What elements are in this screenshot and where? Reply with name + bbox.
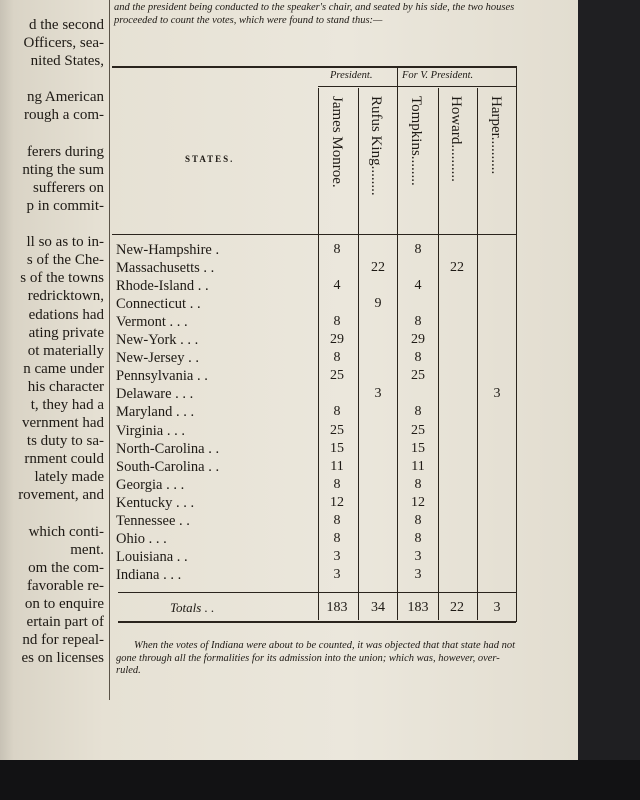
vote-cell-monroe: 4 xyxy=(333,278,341,294)
candidate-header-monroe: James Monroe. xyxy=(329,96,345,188)
vote-cell-harper: 3 xyxy=(493,386,501,402)
vote-cell-monroe: 8 xyxy=(333,314,341,330)
left-column-line: nited States, xyxy=(30,53,104,70)
state-name: New-Jersey . . xyxy=(116,350,199,367)
left-column-line: favorable re- xyxy=(26,577,104,594)
state-name: Louisiana . . xyxy=(116,548,188,565)
left-column-line: ertain part of xyxy=(26,614,104,631)
left-column-line: edations had xyxy=(28,306,104,323)
left-column-line: on to enquire xyxy=(24,596,104,612)
left-column-line: p in commit- xyxy=(26,197,104,214)
left-column-line: ot materially xyxy=(27,342,104,359)
candidate-header-howard: Howard.......... xyxy=(448,96,464,182)
left-column-line: his character xyxy=(27,378,104,395)
left-column-line: lately made xyxy=(34,469,104,486)
vote-cell-tompkins: 8 xyxy=(414,350,422,366)
candidate-header-king: Rufus King........ xyxy=(368,96,384,196)
total-monroe: 183 xyxy=(326,600,348,615)
group-header-president: President. xyxy=(330,70,373,81)
col-divider-4 xyxy=(438,88,439,620)
vote-cell-tompkins: 8 xyxy=(414,404,422,420)
vote-cell-monroe: 8 xyxy=(333,512,341,528)
vote-cell-tompkins: 8 xyxy=(414,242,422,257)
intro-paragraph: and the president being conducted to the speaker's chair, and seated by his side, the two houses proceeded to count the votes, which were found to stand thus:— xyxy=(114,2,515,26)
state-name: Tennessee . . xyxy=(116,512,190,529)
vote-cell-monroe: 8 xyxy=(333,404,341,420)
vote-cell-tompkins: 29 xyxy=(411,332,425,348)
left-column-line: ng American xyxy=(26,89,104,106)
background-bottom xyxy=(0,760,640,800)
left-column-line: rnment could xyxy=(24,451,104,468)
left-column-line: t, they had a xyxy=(30,396,104,413)
vote-cell-tompkins: 12 xyxy=(411,494,425,510)
vote-cell-monroe: 8 xyxy=(333,242,341,257)
totals-label: Totals . . xyxy=(170,600,215,615)
vote-cell-tompkins: 8 xyxy=(414,530,422,546)
vote-cell-tompkins: 3 xyxy=(414,566,422,582)
state-name: Massachusetts . . xyxy=(116,260,215,277)
left-column-line: es on licenses xyxy=(21,650,104,667)
states-column-header: STATES. xyxy=(185,154,235,164)
left-column-line: ll so as to in- xyxy=(26,234,104,251)
left-column-line: Officers, sea- xyxy=(23,35,104,52)
total-howard: 22 xyxy=(450,600,464,615)
state-name: Connecticut . . xyxy=(116,296,201,313)
col-divider-1 xyxy=(318,88,319,620)
left-column-line xyxy=(0,215,106,233)
left-column-line: sufferers on xyxy=(33,179,104,196)
left-column-line: redricktown, xyxy=(27,288,104,305)
left-column-line: rovement, and xyxy=(18,487,104,504)
candidate-header-tompkins: Tompkins........ xyxy=(408,96,424,186)
state-name: Delaware . . . xyxy=(116,386,194,403)
vote-cell-monroe: 3 xyxy=(333,548,341,564)
left-column-text xyxy=(0,16,106,667)
total-tompkins: 183 xyxy=(407,600,429,615)
vote-cell-monroe: 29 xyxy=(330,332,344,348)
total-harper: 3 xyxy=(493,600,501,615)
vote-cell-monroe: 25 xyxy=(330,368,344,384)
left-column-line: nd for repeal- xyxy=(22,632,104,649)
vote-cell-tompkins: 8 xyxy=(414,314,422,330)
vote-cell-monroe: 8 xyxy=(333,350,341,366)
state-name: Virginia . . . xyxy=(116,422,185,439)
state-name: Ohio . . . xyxy=(116,530,167,547)
column-rule xyxy=(109,0,110,700)
left-column-line: ts duty to sa- xyxy=(26,433,104,450)
state-name: Georgia . . . xyxy=(116,476,185,493)
background-right xyxy=(578,0,640,800)
totals-top-rule xyxy=(118,592,516,593)
vote-cell-tompkins: 11 xyxy=(411,458,425,474)
vote-cell-king: 9 xyxy=(374,296,382,312)
header-group-rule xyxy=(318,86,516,87)
left-column-line: d the second xyxy=(29,17,104,33)
left-column-line: vernment had xyxy=(21,415,104,432)
group-header-vice-president: For V. President. xyxy=(402,70,474,81)
vote-cell-tompkins: 8 xyxy=(414,476,422,492)
left-column-line: n came under xyxy=(23,360,104,377)
state-name: Maryland . . . xyxy=(116,404,195,421)
vote-cell-monroe: 8 xyxy=(333,530,341,546)
state-name: Kentucky . . . xyxy=(116,494,195,511)
state-name: Pennsylvania . . xyxy=(116,368,208,385)
indiana-note-paragraph: When the votes of Indiana were about to be counted, it was objected that that state had not gone through all the formalities for its admission into the union; which was, however, over-ruled. xyxy=(116,640,516,676)
table-bottom-rule xyxy=(118,621,516,623)
vote-cell-monroe: 11 xyxy=(330,458,344,474)
vote-cell-tompkins: 3 xyxy=(414,548,422,564)
left-column-line: s of the Che- xyxy=(26,252,104,269)
table-right-border xyxy=(516,66,517,622)
left-column-line: ment. xyxy=(70,541,104,558)
left-column-line xyxy=(0,70,106,88)
vote-cell-tompkins: 15 xyxy=(411,440,425,456)
left-column-line: s of the towns xyxy=(20,270,104,287)
col-divider-3 xyxy=(397,68,398,620)
vote-cell-tompkins: 4 xyxy=(414,278,422,294)
vote-cell-monroe: 8 xyxy=(333,476,341,492)
state-name: New-Hampshire . xyxy=(116,242,220,258)
state-name: Indiana . . . xyxy=(116,566,182,583)
left-column-line: ating private xyxy=(28,324,104,341)
left-column-line xyxy=(0,505,106,523)
vote-cell-monroe: 3 xyxy=(333,566,341,582)
total-king: 34 xyxy=(371,600,385,615)
state-name: Rhode-Island . . xyxy=(116,278,209,295)
left-column-line: om the com- xyxy=(28,559,104,576)
vote-cell-tompkins: 25 xyxy=(411,422,425,438)
vote-cell-tompkins: 25 xyxy=(411,368,425,384)
left-column-line: rough a com- xyxy=(24,107,104,124)
left-column-line: which conti- xyxy=(28,523,104,540)
col-divider-5 xyxy=(477,88,478,620)
vote-cell-king: 3 xyxy=(374,386,382,402)
vote-cell-monroe: 12 xyxy=(330,494,344,510)
col-divider-2 xyxy=(358,88,359,620)
vote-cell-king: 22 xyxy=(371,260,385,276)
left-column-line xyxy=(0,125,106,143)
vote-cell-howard: 22 xyxy=(450,260,464,276)
table-top-rule xyxy=(112,66,516,68)
candidate-header-harper: Harper.......... xyxy=(488,96,504,175)
state-name: North-Carolina . . xyxy=(116,440,220,457)
state-name: South-Carolina . . xyxy=(116,458,220,475)
vote-cell-monroe: 25 xyxy=(330,422,344,438)
state-name: Vermont . . . xyxy=(116,314,188,331)
left-column-line: ferers during xyxy=(26,143,104,160)
vote-cell-monroe: 15 xyxy=(330,440,344,456)
left-column-line: nting the sum xyxy=(22,161,104,178)
vote-cell-tompkins: 8 xyxy=(414,512,422,528)
state-name: New-York . . . xyxy=(116,332,199,349)
header-bottom-rule xyxy=(112,234,516,235)
